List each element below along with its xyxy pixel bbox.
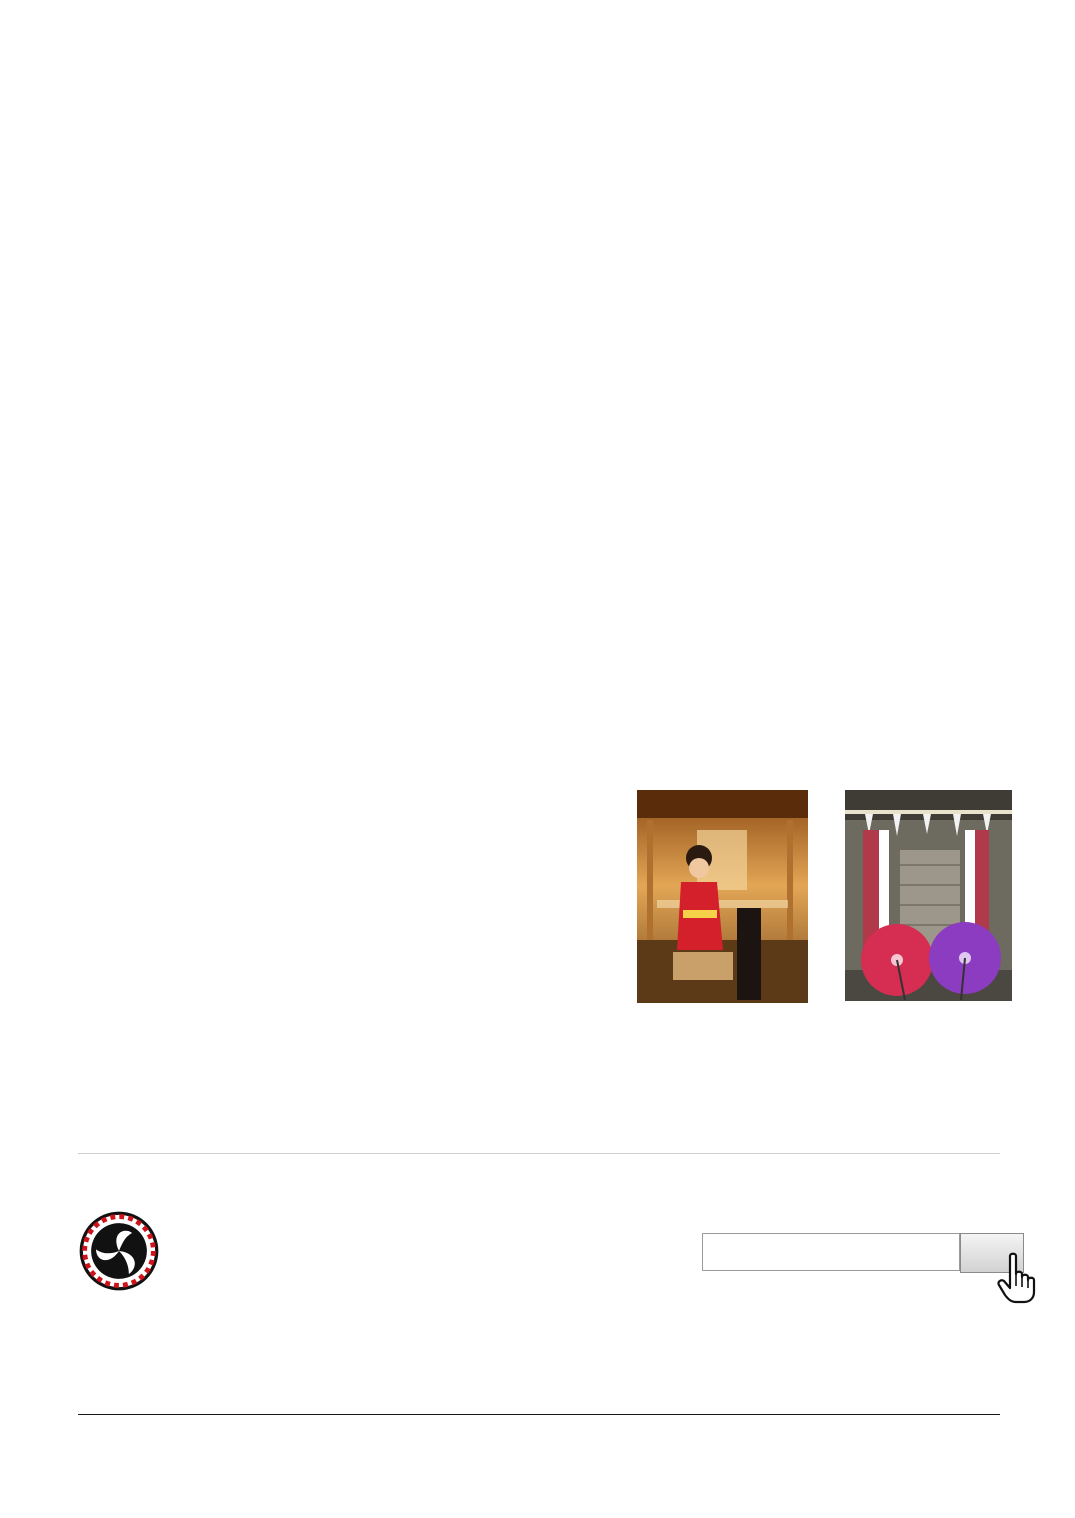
footer-divider [78, 1153, 1000, 1154]
search-input[interactable] [702, 1233, 960, 1271]
umbrella-photo [845, 790, 1012, 1001]
shrine-crest-logo [78, 1210, 160, 1292]
hand-pointer-icon [996, 1252, 1042, 1304]
fireworks-row [78, 478, 310, 503]
page-title [72, 160, 182, 275]
inquiry-footnote [78, 1412, 1000, 1415]
fireworks-side-decoration [0, 0, 1075, 700]
goban-ceremony-photo [637, 790, 808, 1003]
